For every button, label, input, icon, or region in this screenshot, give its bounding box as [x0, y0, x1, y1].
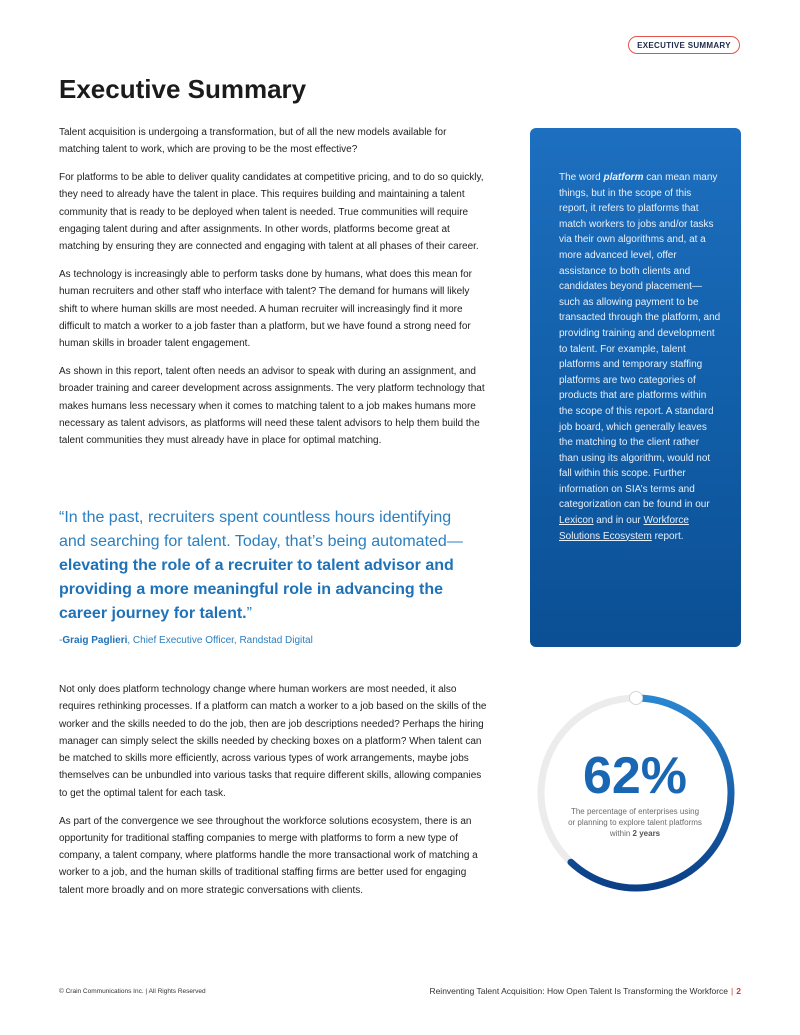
paragraph: Talent acquisition is undergoing a transformation, but of all the new models available for matching talent to work, which are proving to be the most effective? — [59, 127, 447, 156]
stat-value: 62% — [582, 747, 688, 805]
sidebar-text: can mean many things, but in the scope of this report, it refers to platforms that match workers to jobs and/or tasks via their own algorithms and, at a more advanced level, offer assistance to both clients and candidates beyond placement—such as allowing payment to be transacted through the platform, and providing training and development to talent. For example, talent platforms and temporary staffing platforms are two categories of products that are platforms within the scope of this report. A standard job board, which generally leaves the matching to the client rather than using its algorithm, would not fall within this scope. Further information on SIA’s terms and categorization can be found in our — [559, 172, 721, 511]
definition-sidebar — [530, 128, 741, 647]
sidebar-text: The word — [559, 172, 604, 183]
stat-caption-text: The percentage of enterprises using or planning to explore talent platforms within — [568, 807, 702, 838]
page-number: 2 — [736, 986, 741, 996]
sidebar-text: and in our — [593, 515, 644, 527]
page-title: Executive Summary — [59, 74, 307, 104]
footer-report-title — [429, 986, 741, 996]
footer-separator: | — [731, 986, 734, 996]
pull-quote — [59, 506, 479, 626]
body-text — [59, 124, 487, 460]
stat-caption-bold: 2 years — [632, 829, 661, 838]
footer-title: Reinventing Talent Acquisition: How Open Talent Is Transforming the Workforce — [429, 986, 729, 996]
quote-attribution — [59, 635, 313, 646]
attribution-role: , Chief Executive Officer, Randstad Digital — [127, 635, 313, 646]
paragraph: As part of the convergence we see throughout the workforce solutions ecosystem, there is an opportunity for traditional staffing companies to merge with platforms to form a new type of company, a talent company, where platforms handle the more transactional work of matching a worker to a job, and the human skills of traditional staffing firms are better used for engaging talent more broadly and on more strategic conversations with clients. — [59, 815, 478, 896]
section-badge: EXECUTIVE SUMMARY — [628, 36, 740, 54]
quote-close: ” — [246, 605, 252, 622]
paragraph: As technology is increasingly able to perform tasks done by humans, what does this mean for human recruiters and other staff who interface with talent? The demand for humans will likely shift to where human skills are most needed. A human recruiter will increasingly find it more difficult to match a worker to a job faster than a platform, but we have found a strong need for human skills in broader talent engagement. — [59, 269, 472, 350]
ecosystem-report-link[interactable]: Workforce Solutions Ecosystem — [559, 515, 689, 542]
stat-caption — [568, 806, 702, 839]
lexicon-link[interactable]: Lexicon — [559, 515, 594, 527]
sidebar-term: platform — [603, 172, 644, 183]
quote-open: “In the past, recruiters spent countless hours identifying and searching for talent. Today, that’s being automated— — [59, 509, 463, 550]
paragraph: Not only does platform technology change where human workers are most needed, it also requires rethinking processes. If a platform can match a worker to a job based on the skills of the worker and the skills needed to do the job, then are job descriptions needed? Perhaps the hiring manager can simply select the skills needed by checking boxes on a platform? When talent can be matched to skills more efficiently, across various types of work arrangements, maybe jobs themselves can be unbundled into various tasks that require different skills, allowing companies to get the optimal talent for each task. — [59, 684, 487, 799]
sidebar-text: report. — [651, 530, 684, 542]
paragraph: As shown in this report, talent often needs an advisor to speak with during an assignment, and broader training and career development across assignments. The very platform technology that makes humans less necessary when it comes to matching talent to a job makes humans more necessary as talent advisors, as platforms will need these talent advisors to help them build the talent communities they must already have in place for optimal matching. — [59, 366, 485, 447]
attribution-name: Graig Paglieri — [62, 635, 128, 646]
paragraph: For platforms to be able to deliver quality candidates at competitive pricing, and to do so quickly, they need to already have the talent in place. This requires building and maintaining a talent community that is ready to be deployed when talent is needed. True communities will require engaging talent during and after assignments. In other words, platforms become great at matching by ensuring they are connected and engaging with talent at all phases of their career. — [59, 172, 484, 253]
quote-bold: elevating the role of a recruiter to talent advisor and providing a more meaningful role in advancing the career journey for talent. — [59, 557, 454, 622]
donut-knob — [630, 692, 643, 705]
body-text-continued — [59, 681, 487, 910]
copyright: © Crain Communications Inc. | All Rights Reserved — [59, 988, 206, 995]
attribution-dash: - — [59, 635, 63, 646]
